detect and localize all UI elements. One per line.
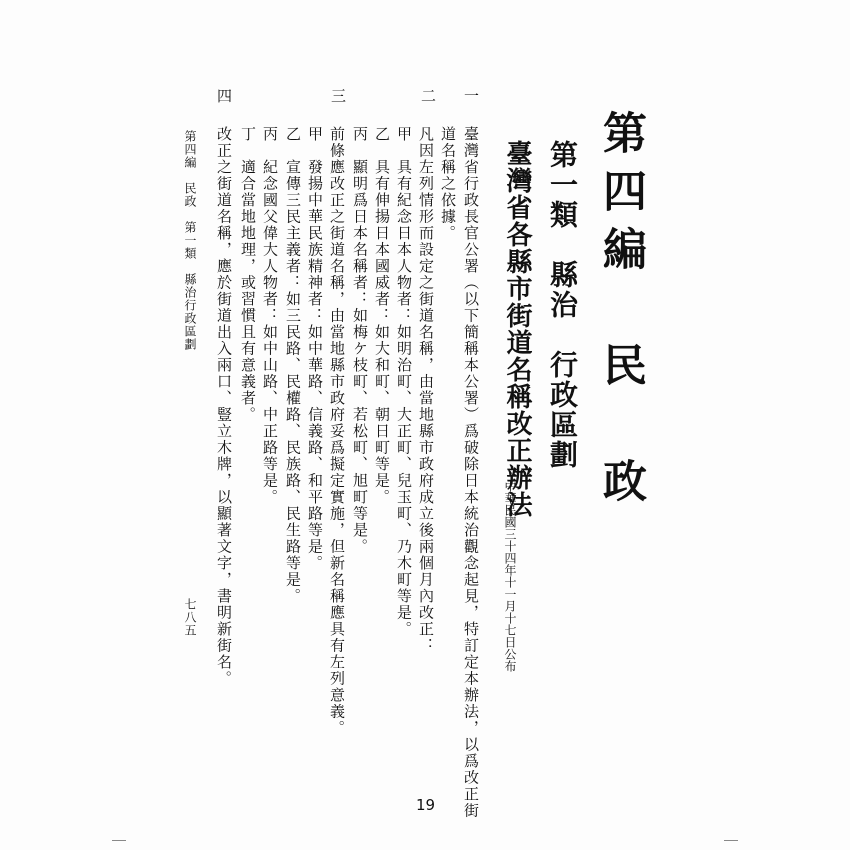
chapter-title: 第四編 民 政 [595,110,646,516]
original-page-number: 七八五 [183,598,197,637]
article-line: 乙 具有伸揚日本國威者：如大和町、朝日町等是。 [373,126,391,506]
crop-mark [724,840,738,841]
article-line: 丙 紀念國父偉大人物者：如中山路、中正路等是。 [261,126,279,506]
running-header: 第四編 民政 第一類 縣治行政區劃 [183,130,197,351]
article-line: 前條應改正之街道名稱，由當地縣市政府妥爲擬定實施，但新名稱應具有左列意義。 [328,126,346,737]
article-line: 甲 發揚中華民族精神者：如中華路、信義路、和平路等是。 [306,126,324,572]
article-line: 甲 具有紀念日本人物者：如明治町、大正町、兒玉町、乃木町等是。 [395,126,413,638]
article-line: 臺灣省行政長官公署（以下簡稱本公署）爲破除日本統治觀念起見，特訂定本辦法，以爲改正街 [462,126,480,819]
page-number: 19 [416,796,436,814]
article-number: 三 [329,88,347,103]
article-line: 改正之街道名稱，應於街道出入兩口、豎立木牌，以顯著文字，書明新街名。 [215,126,233,687]
article-number: 二 [419,88,437,103]
article-number: 一 [462,88,480,103]
article-number: 四 [215,88,233,103]
crop-mark [112,840,126,841]
promulgation-date: 中華民國三十四年十一月十七日公布 [503,480,517,672]
article-line: 丁 適合當地地理，或習慣且有意義者。 [239,126,257,423]
article-line: 乙 宣傳三民主義者：如三民路、民權路、民族路、民生路等是。 [284,126,302,605]
article-line: 丙 顯明爲日本名稱者：如梅ケ枝町、若松町、旭町等是。 [351,126,369,555]
regulation-title: 臺灣省各縣市街道名稱改正辦法 [502,140,532,518]
article-line: 道名稱之依據。 [439,126,457,242]
category-title: 第一類 縣治 行政區劃 [546,140,579,470]
article-line: 凡因左列情形而設定之街道名稱，由當地縣市政府成立後兩個月內改正： [417,126,435,654]
